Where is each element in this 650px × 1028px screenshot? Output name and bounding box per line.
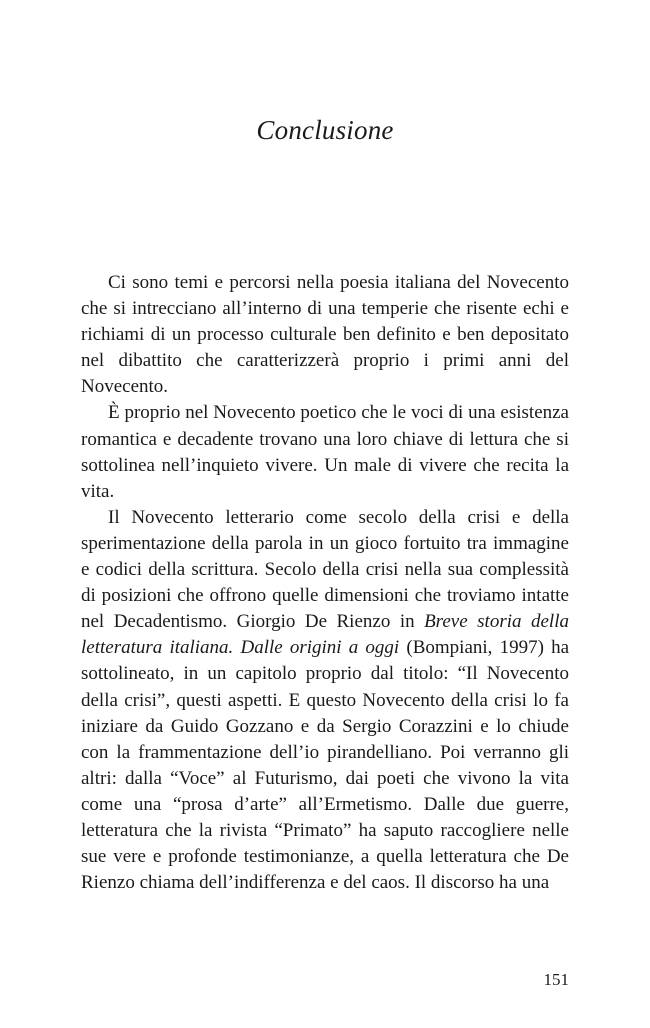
paragraph-3 (81, 505, 569, 896)
chapter-title: Conclusione (256, 115, 394, 145)
cited-book-title: Breve storia della letteratura italiana. Dalle origini a oggi (81, 611, 569, 659)
paragraph-1: Ci sono temi e percorsi nella poesia italiana del Novecento che si intrecciano all’interno di una temperie che risente echi e richiami di un processo culturale ben definito e ben depositato nel dibattito che caratterizzerà proprio i primi anni del Novecento. (81, 272, 569, 398)
paragraph-3-text-start: Il Novecento letterario come secolo della crisi e della sperimentazione della parola in un gioco fortuito tra immagine e codici della scrittura. Secolo della crisi nella sua complessità di posizioni che offrono quelle dimensioni che troviamo intatte nel Decadentismo. Giorgio De Rienzo in (81, 506, 569, 633)
body-text (81, 270, 569, 896)
page-number: 151 (543, 970, 569, 989)
paragraph-2: È proprio nel Novecento poetico che le voci di una esistenza romantica e decadente trovano una loro chiave di lettura che si sottolinea nell’inquieto vivere. Un male di vivere che recita la vita. (81, 402, 569, 502)
paragraph-3-text-end: (Bompiani, 1997) ha sottolineato, in un capitolo proprio dal titolo: “Il Novecento della crisi”, questi aspetti. E questo Novecento della crisi lo fa iniziare da Guido Gozzano e da Sergio Corazzini e lo chiude con la frammentazione dell’io pirandelliano. Poi verranno gli altri: dalla “Voce” al Futurismo, dai poeti che vivono la vita come una “prosa d’arte” all’Ermetismo. Dalle due guerre, letteratura che la rivista “Primato” ha saputo raccogliere nelle sue vere e profonde testimonianze, a quella letteratura che De Rienzo chiama dell’indifferenza e del caos. Il discorso ha una (81, 637, 570, 894)
